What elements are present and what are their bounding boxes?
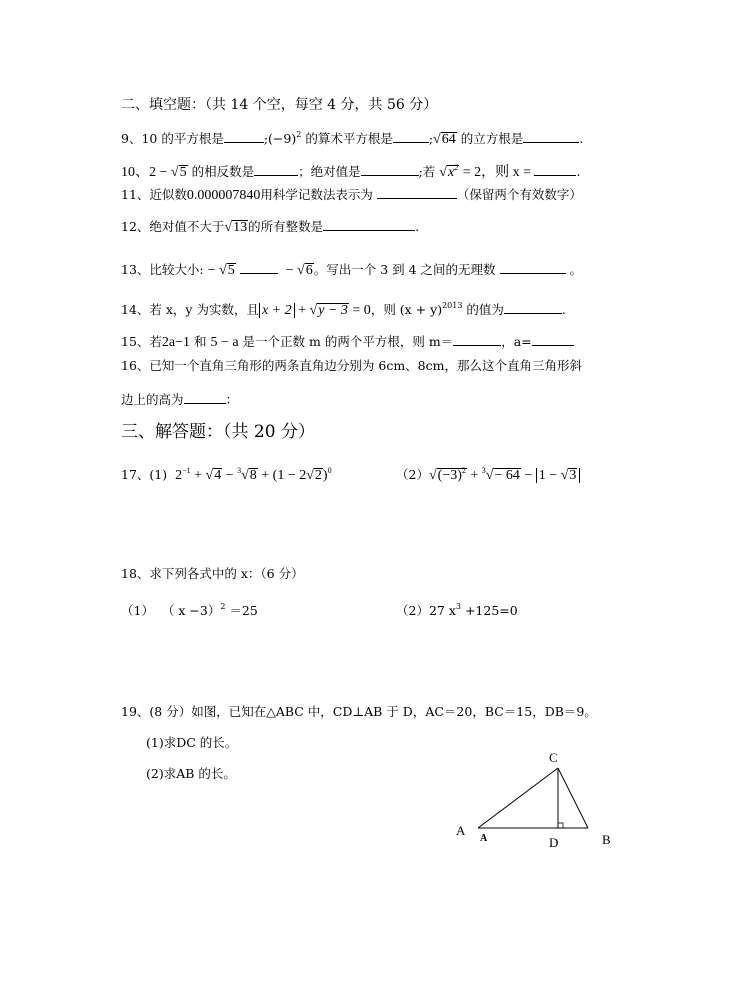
q16-blank[interactable] xyxy=(184,391,226,404)
q17-p2: $√(-3)^2 + ^3√- 64 - 1 - √3$ xyxy=(429,468,580,483)
q13-radicand-b: 6 xyxy=(305,263,313,278)
q13-blank-compare[interactable] xyxy=(240,261,278,274)
q15-prefix: 15、若 xyxy=(121,334,162,349)
question-11 xyxy=(121,186,582,204)
q11-number: 0.000007840 xyxy=(186,188,261,203)
q14-suffix: 的值为 xyxy=(462,302,504,317)
q12-end: . xyxy=(415,219,420,234)
q15-blank-a[interactable] xyxy=(532,333,574,346)
q9-suffix: 的立方根是 xyxy=(456,131,524,146)
question-16-line-2 xyxy=(121,391,238,408)
q14-end: . xyxy=(561,302,566,317)
side-ac xyxy=(478,768,558,828)
q9-end: . xyxy=(579,131,584,146)
q13-suffix: 。写出一个 3 到 4 之间的无理数 xyxy=(313,262,496,277)
q18-p2-label: （2）27 x xyxy=(396,603,456,618)
q14-exp: 2013 xyxy=(442,301,463,310)
question-14: 14、若 x，y 为实数，且 x + 2 + √y − 3 = 0，则 $(x + y)^{2013}$ 的值为 . xyxy=(121,301,566,318)
q11-mid: 用科学记数法表示为 xyxy=(260,187,373,202)
q14-eq: = 0 xyxy=(348,303,371,318)
q12-suffix: 的所有整数是 xyxy=(248,219,324,234)
q10-radicand-2: $x^2$ xyxy=(447,163,459,180)
label-a: A xyxy=(456,823,466,838)
q11-prefix: 11、近似数 xyxy=(121,187,187,202)
q13-radicand-a: 5 xyxy=(227,263,235,278)
q10-prefix: 10、2 − xyxy=(121,165,171,180)
q15-expr1: 2a−1 xyxy=(161,335,191,350)
question-16-line-1: 16、已知一个直角三角形的两条直角边分别为 6cm、8cm，那么这个直角三角形斜 xyxy=(121,358,582,373)
question-12: 12、绝对值不大于√13的所有整数是 . xyxy=(121,219,420,235)
q13-blank-irrational[interactable] xyxy=(500,261,566,274)
q9-blank-3[interactable] xyxy=(523,130,579,143)
q17-p1: $2^{-1} + √4 - ^3√8 + (1 - 2√2)^0$ xyxy=(175,466,332,483)
question-19-sub-2: (2)求AB 的长。 xyxy=(146,766,236,781)
q9-mid1: ;(−9) xyxy=(263,131,297,146)
q14-blank[interactable] xyxy=(504,301,562,314)
q18-p2-rest: +125=0 xyxy=(460,603,518,618)
question-10: 10、2 − √5 的相反数是 ；绝对值是 ;若 $√x^2 = 2$，则 x = . xyxy=(121,163,581,180)
question-9: 9、10 的平方根是 $;(-9)^2$ 的算术平方根是 ;√64 的立方根是 . xyxy=(121,130,584,147)
q10-end: . xyxy=(576,164,581,179)
q13-minus-a: − xyxy=(207,263,219,278)
q10-mid4: = 2，则 x = xyxy=(459,165,535,180)
side-bc xyxy=(558,768,588,828)
q9-mid2: 的算术平方根是 xyxy=(301,131,393,146)
q9-blank-1[interactable] xyxy=(224,130,264,143)
question-17-part-2 xyxy=(396,467,580,484)
label-a-small: A xyxy=(480,833,488,844)
q15-mid: 是一个正数 m 的两个平方根，则 m＝ xyxy=(238,334,454,349)
q15-expr2: 5 − a xyxy=(210,335,239,350)
section-3-heading: 三、解答题：（共 20 分） xyxy=(121,422,315,442)
question-18-heading: 18、求下列各式中的 x：（6 分） xyxy=(121,566,304,581)
q14-prefix: 14、若 x，y 为实数，且 xyxy=(121,302,259,317)
question-19-heading: 19、(8 分）如图，已知在△ABC 中，CD⊥AB 于 D，AC＝20，BC＝15，DB＝9。 xyxy=(121,704,597,719)
q13-minus-b: − xyxy=(285,263,298,278)
q10-blank-3[interactable] xyxy=(534,163,576,176)
q9-radicand: 64 xyxy=(441,132,456,147)
q17-label-2: （2） xyxy=(396,467,429,482)
question-17 xyxy=(121,467,332,484)
q10-mid2: ；绝对值是 xyxy=(298,164,361,179)
q18-p1-label: （1） xyxy=(121,603,154,618)
q10-mid3: ;若 xyxy=(418,164,440,179)
q10-blank-2[interactable] xyxy=(361,163,419,176)
q11-suffix: （保留两个有效数字） xyxy=(456,187,582,202)
q13-prefix: 13、比较大小: xyxy=(121,262,208,277)
q10-mid1: 的相反数是 xyxy=(187,164,255,179)
triangle-figure xyxy=(452,748,622,858)
q15-blank-m[interactable] xyxy=(453,333,501,346)
question-18-part-1 xyxy=(121,603,258,619)
label-b: B xyxy=(602,832,611,847)
q16-suffix: ： xyxy=(225,392,239,407)
q10-blank-1[interactable] xyxy=(254,163,298,176)
label-c: C xyxy=(549,750,558,765)
q16-prefix: 边上的高为 xyxy=(121,392,184,407)
q9-blank-2[interactable] xyxy=(393,130,429,143)
q18-p1-rest: ＝25 xyxy=(225,603,258,618)
q14-abs: x + 2 xyxy=(259,303,295,318)
q13-end: 。 xyxy=(569,262,583,277)
q12-prefix: 12、绝对值不大于 xyxy=(121,219,225,234)
q15-sep: ，a= xyxy=(501,334,532,349)
q18-p1: （ x −3） xyxy=(161,603,221,618)
q17-label: 17、(1) xyxy=(121,467,168,482)
q12-blank[interactable] xyxy=(323,218,415,231)
label-d: D xyxy=(549,835,559,850)
q9-prefix: 9、10 的平方根是 xyxy=(121,131,224,146)
q14-plus: + xyxy=(294,303,310,318)
section-2-heading: 二、填空题：（共 14 个空，每空 4 分，共 56 分） xyxy=(121,97,438,113)
q18-p2-exp: 3 xyxy=(455,602,461,611)
right-angle-mark xyxy=(558,823,563,828)
question-18-part-2 xyxy=(396,603,518,619)
question-15 xyxy=(121,333,574,351)
q15-and: 和 xyxy=(190,334,211,349)
q14-radicand: y − 3 xyxy=(318,303,348,318)
q14-mid: ，则 (x + y) xyxy=(370,302,443,317)
q9-exp: 2 xyxy=(296,130,302,139)
question-13: 13、比较大小: − √5 − √6。写出一个 3 到 4 之间的无理数 。 xyxy=(121,262,583,278)
q11-blank[interactable] xyxy=(377,186,457,199)
q18-p1-exp: 2 xyxy=(220,602,226,611)
q12-radicand: 13 xyxy=(233,220,248,235)
q10-radicand: 5 xyxy=(179,165,187,180)
q9-mid3: ; xyxy=(428,131,434,146)
question-19-sub-1: (1)求DC 的长。 xyxy=(146,735,238,750)
